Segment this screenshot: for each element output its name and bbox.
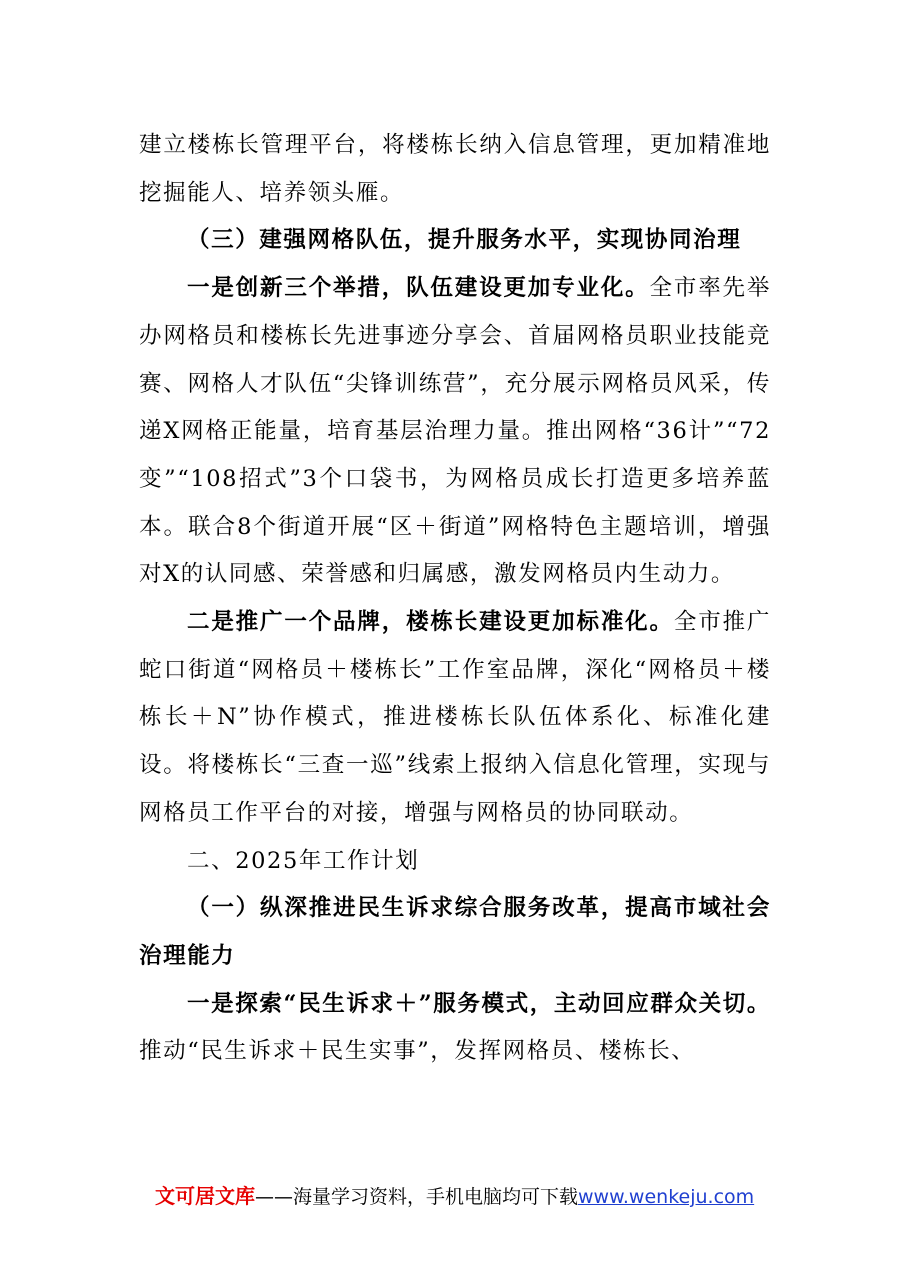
subsection-heading-1 [139,885,771,980]
document-body [139,122,771,1076]
footer-website-link[interactable]: www.wenkeju.com [578,1186,755,1208]
paragraph-measure-2 [139,599,771,838]
paragraph-text: 建立楼栋长管理平台，将楼栋长纳入信息管理，更加精准地挖掘能人、培养领头雁。 [139,132,771,206]
section-text: 二、2025年工作计划 [187,847,420,874]
paragraph-lead: 二是推广一个品牌，楼栋长建设更加标准化。 [187,609,674,636]
page-footer [155,1181,795,1212]
paragraph-measure-1 [139,265,771,599]
paragraph-text: 全市推广蛇口街道“网格员＋楼栋长”工作室品牌，深化“网格员＋楼栋长＋N”协作模式，推进楼栋长队伍体系化、标准化建设。将楼栋长“三查一巡”线索上报纳入信息化管理，实现与网格员工作平台的对接，增强与网格员的协同联动。 [139,609,771,826]
heading-text: （三）建强网格队伍，提升服务水平，实现协同治理 [187,227,742,254]
paragraph-plan-1 [139,981,771,1076]
heading-text: （一）纵深推进民生诉求综合服务改革，提高市域社会治理能力 [139,895,771,969]
paragraph-continued [139,122,771,217]
section-heading-2 [139,838,771,886]
paragraph-lead: 一是探索“民生诉求＋”服务模式，主动回应群众关切。 [187,990,771,1017]
subsection-heading-3 [139,217,771,265]
footer-brand: 文可居文库 [155,1184,255,1208]
footer-tagline: ——海量学习资料，手机电脑均可下载 [255,1186,579,1208]
paragraph-text: 推动“民生诉求＋民生实事”，发挥网格员、楼栋长、 [139,1038,696,1065]
paragraph-lead: 一是创新三个举措，队伍建设更加专业化。 [187,275,650,302]
paragraph-text: 全市率先举办网格员和楼栋长先进事迹分享会、首届网格员职业技能竞赛、网格人才队伍“尖锋训练营”，充分展示网格员风采，传递X网格正能量，培育基层治理力量。推出网格“36计”“72变”“108招式”3个口袋书，为网格员成长打造更多培养蓝本。联合8个街道开展“区＋街道”网格特色主题培训，增强对X的认同感、荣誉感和归属感，激发网格员内生动力。 [139,275,771,588]
